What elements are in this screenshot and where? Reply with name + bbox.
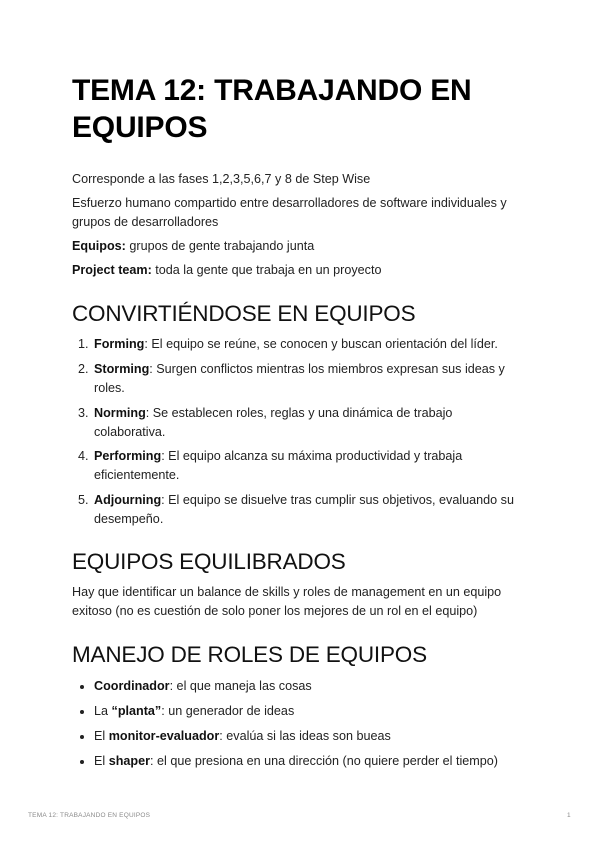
list-item-term: shaper	[108, 754, 151, 768]
page-title: TEMA 12: TRABAJANDO EN EQUIPOS	[72, 74, 472, 144]
bullet-icon	[80, 760, 84, 764]
intro-paragraph-phases: Corresponde a las fases 1,2,3,5,6,7 y 8 de Step Wise	[72, 172, 371, 186]
list-item-description: : El equipo se reúne, se conocen y buscan orientación del líder.	[144, 337, 498, 351]
list-item-prefix: El	[94, 729, 109, 743]
list-number: 1.	[78, 337, 89, 351]
definition-project-team	[72, 261, 532, 280]
list-item-description: : un generador de ideas	[161, 704, 295, 718]
list-item-term: Forming	[94, 337, 145, 351]
list-item-prefix: El	[94, 754, 109, 768]
list-item-description: : evalúa si las ideas son bueas	[219, 729, 391, 743]
term-equipos: Equipos:	[72, 239, 126, 253]
bullet-icon	[80, 685, 84, 689]
list-item-text	[94, 677, 524, 696]
list-item-description: : El equipo alcanza su máxima productividad y trabaja eficientemente.	[94, 449, 463, 482]
bullet-icon	[80, 735, 84, 739]
list-item-prefix: La	[94, 704, 112, 718]
list-item-term: Storming	[94, 362, 150, 376]
list-item-text	[94, 727, 524, 746]
bullet-icon	[80, 710, 84, 714]
list-item-description: : El equipo se disuelve tras cumplir sus objetivos, evaluando su desempeño.	[94, 493, 514, 526]
list-item-term: Coordinador	[94, 679, 170, 693]
section-heading-equilibrados: EQUIPOS EQUILIBRADOS	[72, 549, 346, 574]
definition-project-team-text: toda la gente que trabaja en un proyecto	[151, 263, 382, 277]
paragraph-equilibrados: Hay que identificar un balance de skills y roles de management en un equipo exitoso (no es cuestión de solo poner los mejores de un rol en el equipo)	[72, 585, 502, 618]
list-item-term: “planta”	[111, 704, 162, 718]
section-heading-roles: MANEJO DE ROLES DE EQUIPOS	[72, 642, 427, 667]
list-item-text	[94, 447, 484, 485]
footer-page-number: 1	[567, 812, 571, 819]
list-item-text	[94, 702, 524, 721]
list-item-text	[94, 335, 524, 354]
list-item-description: : Surgen conflictos mientras los miembros expresan sus ideas y roles.	[94, 362, 505, 395]
definition-equipos-text: grupos de gente trabajando junta	[125, 239, 315, 253]
term-project-team: Project team:	[72, 263, 152, 277]
section-heading-convirtiendose: CONVIRTIÉNDOSE EN EQUIPOS	[72, 301, 416, 326]
list-item-description: : el que maneja las cosas	[169, 679, 312, 693]
list-number: 2.	[78, 362, 89, 376]
list-number: 3.	[78, 406, 89, 420]
list-item-text	[94, 491, 524, 529]
list-item-term: Performing	[94, 449, 162, 463]
definition-equipos	[72, 237, 532, 256]
footer-title: TEMA 12: TRABAJANDO EN EQUIPOS	[28, 812, 151, 819]
list-item-text	[94, 752, 524, 771]
list-item-text	[94, 360, 524, 398]
list-item-term: Adjourning	[94, 493, 162, 507]
list-number: 4.	[78, 449, 89, 463]
list-item-term: monitor-evaluador	[108, 729, 220, 743]
list-item-description: : el que presiona en una dirección (no quiere perder el tiempo)	[150, 754, 498, 768]
intro-paragraph-effort: Esfuerzo humano compartido entre desarrolladores de software individuales y grupos de desarrolladores	[72, 196, 507, 229]
list-item-description: : Se establecen roles, reglas y una dinámica de trabajo colaborativa.	[94, 406, 453, 439]
list-number: 5.	[78, 493, 89, 507]
list-item-text	[94, 404, 474, 442]
list-item-term: Norming	[94, 406, 146, 420]
